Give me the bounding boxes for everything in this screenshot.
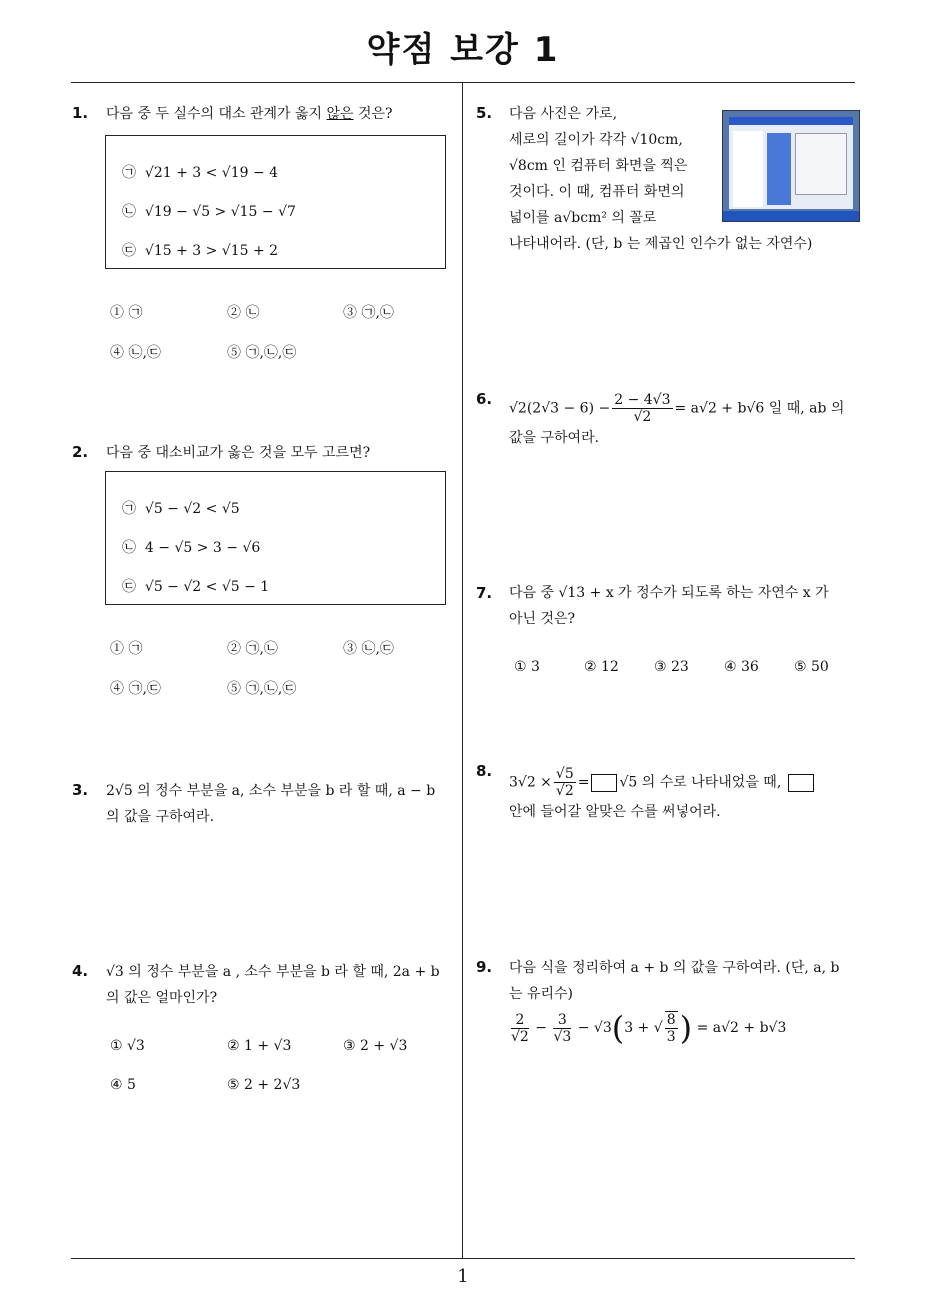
answer-option[interactable]: ④ ㉡,㉢ xyxy=(110,345,161,361)
question-text: 다음 중 대소비교가 옳은 것을 모두 고르면? xyxy=(106,445,371,461)
equation: $\frac{2}{√2}$ − $\frac{3}{√3}$ − √3(3 + √ $\frac{8}{3}$ ) = a√2 + b√3 xyxy=(511,1009,787,1047)
question-number: 3. xyxy=(72,781,89,799)
answer-option[interactable]: ① ㉠ xyxy=(110,305,143,321)
question-text: 다음 사진은 가로, 세로의 길이가 각각 √10cm, √8cm 인 컴퓨터 화면을 찍은 것이다. 이 때, 컴퓨터 화면의 넓이를 a√bcm² 의 꼴로 나타내어라. (단, b 는 제곱인 인수가 없는 자연수) xyxy=(509,106,813,252)
answer-option[interactable]: ③ ㉡,㉢ xyxy=(343,641,394,657)
top-rule xyxy=(71,82,855,83)
answer-option[interactable]: ④ ㉠,㉢ xyxy=(110,681,161,697)
fraction: $\frac{2}{√2}$ xyxy=(511,1011,529,1045)
page-number: 1 xyxy=(457,1266,469,1287)
question-number: 4. xyxy=(72,962,89,980)
bottom-rule xyxy=(71,1258,855,1259)
answer-option[interactable]: ⑤ 50 xyxy=(794,659,829,675)
condition-item: ㉢ √15 + 3 > √15 + 2 xyxy=(122,243,279,259)
question-text: 다음 식을 정리하여 a + b 의 값을 구하여라. (단, a, b 는 유리수) $\frac{2}{√2}$ − $\frac{3}{√3}$ − √3(3 + √ $\frac{8}{3}$ ) = a√2 + b√3 xyxy=(509,955,859,1045)
page-title: 약점 보강 1 xyxy=(366,30,560,70)
answer-option[interactable]: ① √3 xyxy=(110,1038,145,1054)
condition-item: ㉠ √21 + 3 < √19 − 4 xyxy=(122,165,279,181)
condition-item: ㉡ 4 − √5 > 3 − √6 xyxy=(122,540,261,556)
answer-option[interactable]: ④ 36 xyxy=(724,659,759,675)
answer-option[interactable]: ② 12 xyxy=(584,659,619,675)
question-number: 5. xyxy=(476,104,493,122)
answer-option[interactable]: ③ ㉠,㉡ xyxy=(343,305,394,321)
fraction: $\frac{3}{√3}$ xyxy=(553,1011,572,1045)
fraction: $\frac{8}{3}$ xyxy=(666,1012,676,1045)
computer-screen-photo xyxy=(722,110,860,222)
question-number: 6. xyxy=(476,390,493,408)
answer-option[interactable]: ① 3 xyxy=(514,659,540,675)
question-text: 다음 중 √13 + x 가 정수가 되도록 하는 자연수 x 가 아닌 것은? xyxy=(509,585,829,627)
answer-option[interactable]: ② ㉠,㉡ xyxy=(227,641,278,657)
answer-option[interactable]: ⑤ ㉠,㉡,㉢ xyxy=(227,681,297,697)
condition-item: ㉡ √19 − √5 > √15 − √7 xyxy=(122,204,296,220)
answer-option[interactable]: ④ 5 xyxy=(110,1077,136,1093)
question-text: √2(2√3 − 6) − $\frac{2 - 4√3}{√2}$ = a√2 + b√6 일 때, ab 의 값을 구하여라. xyxy=(509,392,845,446)
question-number: 9. xyxy=(476,958,493,976)
condition-item: ㉢ √5 − √2 < √5 − 1 xyxy=(122,579,270,595)
question-text: 다음 중 두 실수의 대소 관계가 옳지 않은 것은? xyxy=(106,106,393,122)
answer-option[interactable]: ③ 2 + √3 xyxy=(343,1038,408,1054)
question-number: 8. xyxy=(476,762,493,780)
question-number: 2. xyxy=(72,443,89,461)
answer-option[interactable]: ⑤ 2 + 2√3 xyxy=(227,1077,301,1093)
answer-option[interactable]: ① ㉠ xyxy=(110,641,143,657)
question-number: 1. xyxy=(72,104,89,122)
condition-item: ㉠ √5 − √2 < √5 xyxy=(122,501,240,517)
condition-box xyxy=(105,135,446,269)
question-text: √3 의 정수 부분을 a , 소수 부분을 b 라 할 때, 2a + b 의 값은 얼마인가? xyxy=(106,964,440,1006)
answer-option[interactable]: ② 1 + √3 xyxy=(227,1038,292,1054)
answer-blank[interactable] xyxy=(788,774,814,792)
question-number: 7. xyxy=(476,584,493,602)
answer-option[interactable]: ③ 23 xyxy=(654,659,689,675)
fraction: $\frac{√5}{√2}$ xyxy=(555,766,574,799)
question-text: 3√2 × $\frac{√5}{√2}$ = √5 의 수로 나타내었을 때, 안에 들어갈 알맞은 수를 써넣어라. xyxy=(509,766,859,825)
condition-box xyxy=(105,471,446,605)
answer-option[interactable]: ⑤ ㉠,㉡,㉢ xyxy=(227,345,297,361)
answer-option[interactable]: ② ㉡ xyxy=(227,305,260,321)
question-text: 2√5 의 정수 부분을 a, 소수 부분을 b 라 할 때, a − b 의 값을 구하여라. xyxy=(106,783,436,825)
fraction: $\frac{2 - 4√3}{√2}$ xyxy=(614,392,671,425)
column-divider xyxy=(462,83,463,1259)
answer-blank[interactable] xyxy=(591,774,617,792)
